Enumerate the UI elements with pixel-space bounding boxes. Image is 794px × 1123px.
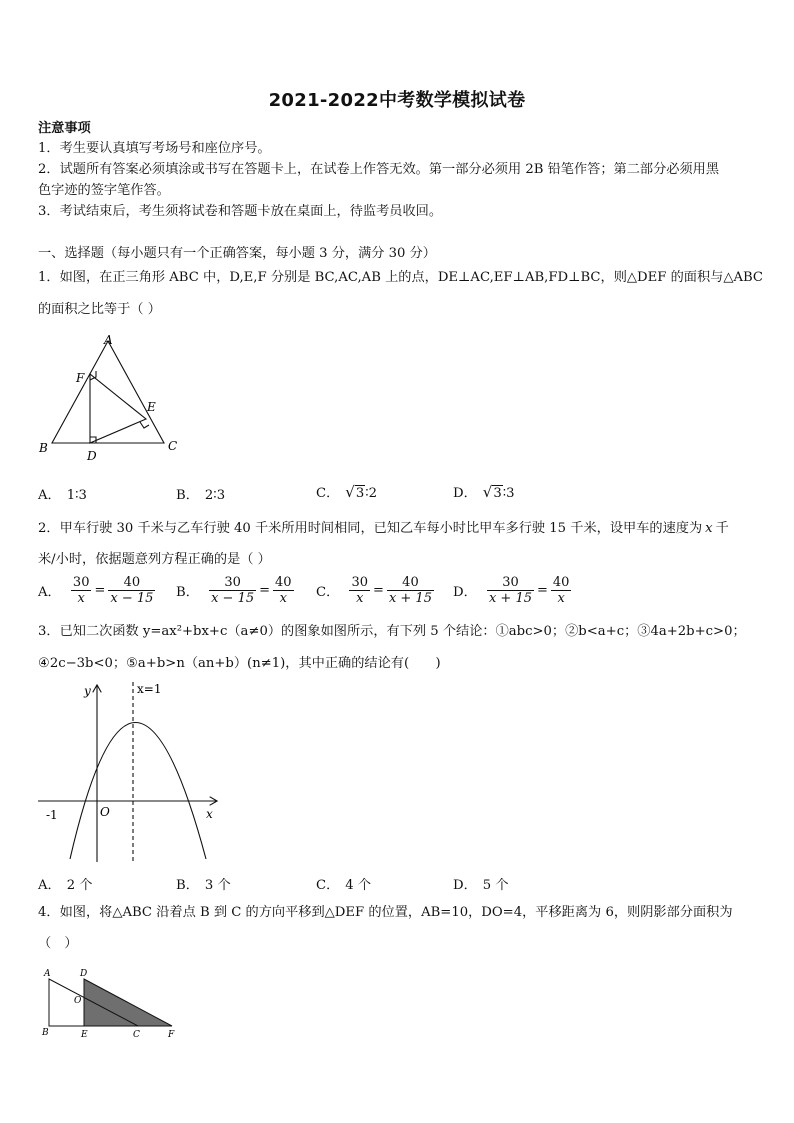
notice-item-2: 2．试题所有答案必须填涂或书写在答题卡上，在试卷上作答无效。第一部分必须用 2B 铅笔作答；第二部分必须用黑 (38, 162, 720, 177)
symmetry-label: x=1 (137, 682, 162, 696)
q2-option-b[interactable]: B． $\frac{30}{x - 15}$ = $\frac{40}{x}$ (176, 575, 292, 606)
label-o: O (74, 996, 82, 1006)
q2-stem-line1: 2．甲车行驶 30 千米与乙车行驶 40 千米所用时间相同，已知乙车每小时比甲车多行驶 15 千米，设甲车的速度为 x 千 (38, 521, 729, 536)
label-c: C (133, 1030, 140, 1040)
notice-item-3: 3．考试结束后，考生须将试卷和答题卡放在桌面上，待监考员收回。 (38, 204, 443, 219)
page-title: 2021-2022中考数学模拟试卷 (268, 90, 526, 111)
q4-translation-figure (36, 964, 186, 1044)
q3-stem-line1: 3．已知二次函数 y=ax²+bx+c（a≠0）的图象如图所示，有下列 5 个结论：①abc>0；②b<a+c；③4a+2b+c>0； (38, 624, 746, 639)
x-axis-label: x (206, 807, 213, 821)
q1-stem-line1: 1．如图，在正三角形 ABC 中，D,E,F 分别是 BC,AC,AB 上的点，DE⊥AC,EF⊥AB,FD⊥BC，则△DEF 的面积与△ABC (38, 270, 764, 285)
label-f: F (168, 1030, 175, 1040)
q3-option-c[interactable]: C． 4 个 (316, 878, 372, 893)
q3-parabola-figure (36, 676, 226, 866)
label-a: A (44, 969, 51, 979)
triangle-def (90, 374, 146, 443)
label-b: B (39, 441, 48, 455)
q1-option-b[interactable]: B． 2∶3 (176, 488, 226, 503)
parabola-curve (70, 723, 206, 860)
q2-option-d[interactable]: D． $\frac{30}{x + 15}$ = $\frac{40}{x}$ (453, 575, 570, 606)
label-a: A (104, 333, 113, 347)
q2-option-c[interactable]: C． $\frac{30}{x}$ = $\frac{40}{x + 15}$ (316, 575, 432, 606)
q1-triangle-figure (36, 333, 186, 463)
label-d: D (80, 969, 88, 979)
label-e: E (147, 400, 156, 414)
q2-option-a[interactable]: A． $\frac{30}{x}$ = $\frac{40}{x - 15}$ (38, 575, 154, 606)
q1-option-c[interactable]: C． √3∶2 (316, 483, 378, 501)
origin-label: O (100, 805, 110, 819)
q3-option-d[interactable]: D． 5 个 (453, 878, 509, 893)
label-c: C (168, 439, 178, 453)
q1-option-a[interactable]: A． 1∶3 (38, 488, 87, 503)
label-d: D (87, 449, 97, 463)
label-f: F (76, 371, 85, 385)
q3-stem-line2: ④2c−3b<0；⑤a+b>n（an+b）(n≠1)，其中正确的结论有( ) (38, 656, 441, 671)
y-axis-label: y (84, 684, 91, 698)
notice-item-2-cont: 色字迹的签字笔作答。 (38, 183, 170, 198)
section-heading: 一、选择题（每小题只有一个正确答案，每小题 3 分，满分 30 分） (38, 246, 436, 261)
label-b: B (42, 1028, 49, 1038)
notice-heading: 注意事项 (38, 121, 91, 136)
q1-stem-line2: 的面积之比等于（ ） (38, 302, 161, 317)
q3-option-a[interactable]: A． 2 个 (38, 878, 93, 893)
triangle-abc (52, 341, 164, 443)
label-e: E (81, 1030, 88, 1040)
q2-stem-line2: 米/小时，依据题意列方程正确的是（ ） (38, 552, 271, 567)
q3-option-b[interactable]: B． 3 个 (176, 878, 231, 893)
q1-option-d[interactable]: D． √3∶3 (453, 483, 515, 501)
q4-stem-line1: 4．如图，将△ABC 沿着点 B 到 C 的方向平移到△DEF 的位置，AB=10，DO=4，平移距离为 6，则阴影部分面积为 (38, 905, 733, 920)
minus-one-label: -1 (46, 808, 58, 822)
notice-item-1: 1．考生要认真填写考场号和座位序号。 (38, 141, 271, 156)
q4-stem-line2: （ ） (38, 936, 78, 951)
